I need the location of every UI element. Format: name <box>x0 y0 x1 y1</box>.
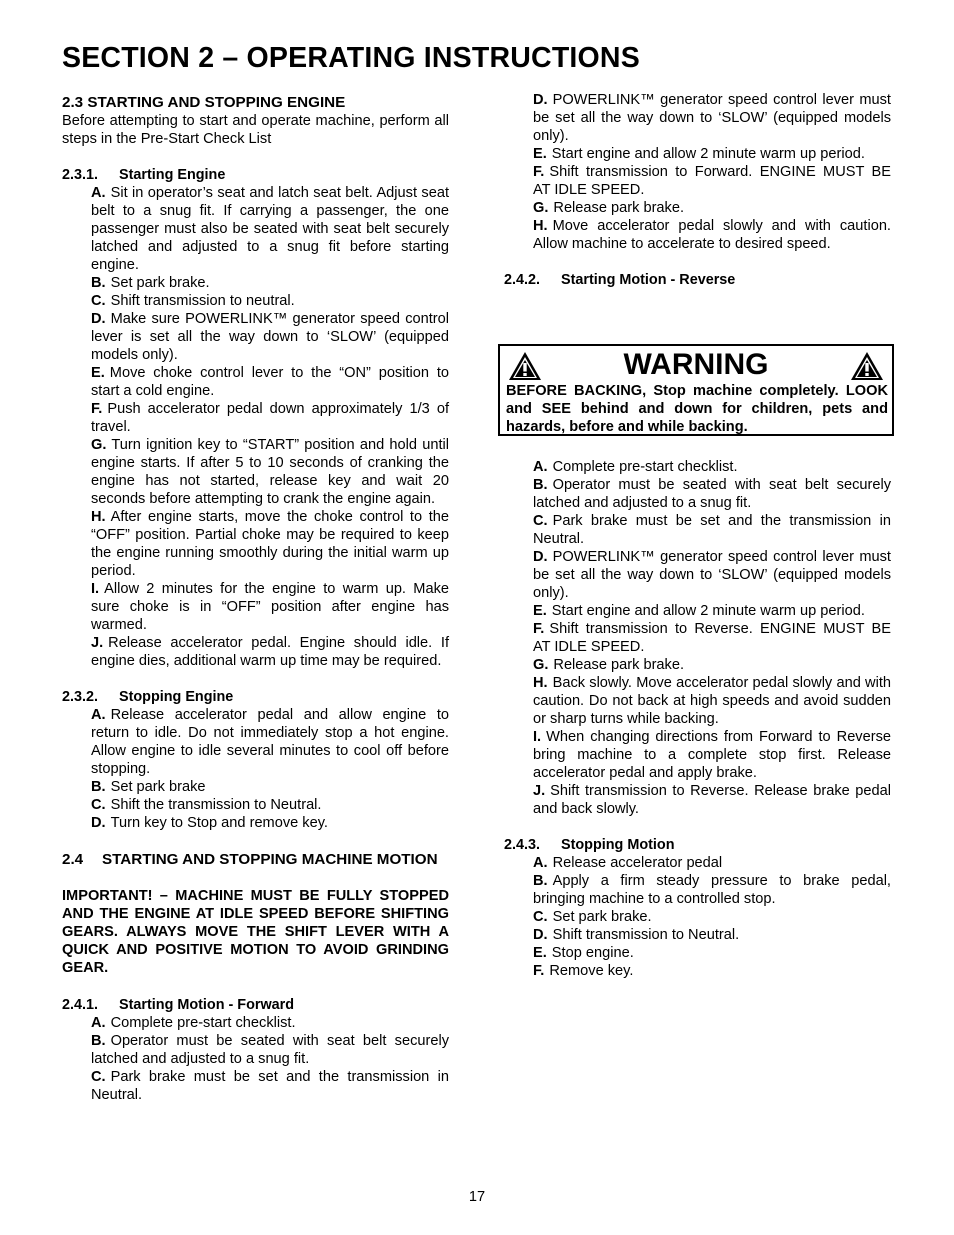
step-letter: G. <box>533 200 549 216</box>
step-item <box>91 796 449 814</box>
step-letter: A. <box>91 1015 106 1031</box>
forward-steps-part1 <box>62 1014 449 1104</box>
subsection-number: 2.4.2. <box>504 272 541 288</box>
subsection-2-4-3-heading <box>504 836 891 854</box>
step-item <box>91 1032 449 1068</box>
step-letter: D. <box>91 311 106 327</box>
step-item <box>533 656 891 674</box>
page-number: 17 <box>468 1189 486 1205</box>
step-item <box>91 508 449 580</box>
step-item <box>533 620 891 656</box>
step-letter: B. <box>91 1033 106 1049</box>
step-letter: H. <box>91 509 106 525</box>
step-item <box>533 782 891 818</box>
step-item <box>533 476 891 512</box>
step-letter: J. <box>533 783 546 799</box>
section-2-4-heading <box>62 850 449 870</box>
section-number: 2.4 <box>62 851 84 868</box>
step-text: POWERLINK™ generator speed control lever must be set all the way down to ‘SLOW’ (equipped models only). <box>533 92 891 144</box>
step-text: Set park brake. <box>552 909 652 925</box>
step-text: Move choke control lever to the “ON” position to start a cold engine. <box>91 365 449 399</box>
step-letter: E. <box>533 945 547 961</box>
step-text: Set park brake. <box>110 275 210 291</box>
subsection-2-4-1-heading <box>62 996 449 1014</box>
subsection-number: 2.4.3. <box>504 837 541 853</box>
left-column <box>62 91 449 1104</box>
section-title: STARTING AND STOPPING MACHINE MOTION <box>102 851 438 868</box>
step-letter: F. <box>91 401 103 417</box>
step-item <box>533 199 891 217</box>
step-text: POWERLINK™ generator speed control lever must be set all the way down to ‘SLOW’ (equipped models only). <box>533 549 891 601</box>
step-text: Park brake must be set and the transmission in Neutral. <box>91 1069 449 1103</box>
section-2-3-intro: Before attempting to start and operate machine, perform all steps in the Pre-Start Check List <box>62 113 449 147</box>
step-letter: C. <box>533 909 548 925</box>
step-item <box>91 1014 449 1032</box>
step-letter: E. <box>533 146 547 162</box>
step-letter: D. <box>533 927 548 943</box>
step-letter: B. <box>533 873 548 889</box>
step-letter: A. <box>533 459 548 475</box>
subsection-title: Stopping Motion <box>561 837 675 853</box>
step-item <box>533 512 891 548</box>
step-item <box>91 436 449 508</box>
step-item <box>533 602 891 620</box>
step-item <box>91 778 449 796</box>
step-item <box>91 292 449 310</box>
step-text: Back slowly. Move accelerator pedal slowly and with caution. Do not back at high speeds and avoid sudden or sharp turns while backing. <box>533 675 891 727</box>
step-letter: E. <box>91 365 105 381</box>
step-item <box>533 728 891 782</box>
step-item <box>91 400 449 436</box>
warning-title: WARNING <box>623 348 769 381</box>
step-letter: C. <box>91 1069 106 1085</box>
step-text: Turn ignition key to “START” position and hold until engine starts. If after 5 to 10 seconds of cranking the engine has not started, release key and wait 20 seconds before attempting to crank the engine again. <box>91 437 449 507</box>
step-text: Complete pre-start checklist. <box>110 1015 296 1031</box>
step-letter: F. <box>533 963 545 979</box>
step-text: Release accelerator pedal <box>552 855 723 871</box>
step-text: Release accelerator pedal. Engine should idle. If engine dies, additional warm up time may be required. <box>91 635 449 669</box>
step-text: Move accelerator pedal slowly and with caution. Allow machine to accelerate to desired speed. <box>533 218 891 252</box>
step-letter: B. <box>91 779 106 795</box>
step-letter: D. <box>533 549 548 565</box>
step-text: Shift the transmission to Neutral. <box>110 797 322 813</box>
step-letter: C. <box>91 293 106 309</box>
step-item <box>91 184 449 274</box>
step-letter: C. <box>533 513 548 529</box>
step-letter: C. <box>91 797 106 813</box>
step-letter: A. <box>91 707 106 723</box>
step-text: After engine starts, move the choke control to the “OFF” position. Partial choke may be required to keep the engine running smoothly during the initial warm up period. <box>91 509 449 579</box>
step-item <box>91 310 449 364</box>
step-item <box>91 814 449 832</box>
step-letter: E. <box>533 603 547 619</box>
section-2-3-heading: 2.3 STARTING AND STOPPING ENGINE <box>62 94 346 111</box>
subsection-title: Starting Engine <box>119 167 226 183</box>
step-letter: F. <box>533 164 545 180</box>
step-letter: H. <box>533 218 548 234</box>
forward-steps-part2 <box>504 91 891 253</box>
step-text: Push accelerator pedal down approximately 1/3 of travel. <box>91 401 449 435</box>
step-text: Allow 2 minutes for the engine to warm up. Make sure choke is in “OFF” position after engine has warmed. <box>91 581 449 633</box>
step-letter: F. <box>533 621 545 637</box>
subsection-number: 2.4.1. <box>62 997 99 1013</box>
step-text: Release accelerator pedal and allow engine to return to idle. Do not immediately stop a hot engine. Allow engine to idle several minutes to cool off before stopping. <box>91 707 449 777</box>
step-text: Shift transmission to Reverse. ENGINE MUST BE AT IDLE SPEED. <box>533 621 891 655</box>
step-text: Sit in operator’s seat and latch seat belt. Adjust seat belt to a snug fit. If carrying a passenger, the one passenger must also be seated with seat belt securely latched and adjusted to a snug fit before starting engine. <box>91 185 449 273</box>
step-letter: J. <box>91 635 104 651</box>
step-text: Turn key to Stop and remove key. <box>110 815 328 831</box>
warning-triangle-icon <box>850 351 884 381</box>
right-column <box>504 91 891 289</box>
step-item <box>533 908 891 926</box>
subsection-2-3-1-heading <box>62 166 449 184</box>
step-text: Complete pre-start checklist. <box>552 459 738 475</box>
step-item <box>91 634 449 670</box>
step-item <box>533 217 891 253</box>
subsection-number: 2.3.1. <box>62 167 99 183</box>
step-letter: I. <box>91 581 100 597</box>
step-text: Operator must be seated with seat belt securely latched and adjusted to a snug fit. <box>533 477 891 511</box>
step-item <box>533 163 891 199</box>
subsection-title: Starting Motion - Reverse <box>561 272 736 288</box>
step-text: Remove key. <box>549 963 634 979</box>
step-item <box>533 548 891 602</box>
step-letter: G. <box>533 657 549 673</box>
stopping-engine-steps <box>62 706 449 832</box>
step-text: Shift transmission to Neutral. <box>552 927 740 943</box>
subsection-2-4-2-heading <box>504 271 891 289</box>
subsection-title: Starting Motion - Forward <box>119 997 295 1013</box>
step-text: Release park brake. <box>553 200 685 216</box>
step-letter: H. <box>533 675 548 691</box>
step-letter: B. <box>533 477 548 493</box>
step-text: Start engine and allow 2 minute warm up period. <box>551 146 865 162</box>
step-text: Release park brake. <box>553 657 685 673</box>
step-text: Set park brake <box>110 779 206 795</box>
subsection-title: Stopping Engine <box>119 689 234 705</box>
step-item <box>533 91 891 145</box>
warning-box <box>498 344 894 436</box>
step-item <box>91 274 449 292</box>
step-text: Make sure POWERLINK™ generator speed control lever is set all the way down to ‘SLOW’ (equipped models only). <box>91 311 449 363</box>
step-letter: D. <box>533 92 548 108</box>
subsection-number: 2.3.2. <box>62 689 99 705</box>
step-text: Apply a firm steady pressure to brake pedal, bringing machine to a controlled stop. <box>533 873 891 907</box>
step-item <box>533 926 891 944</box>
step-item <box>533 854 891 872</box>
starting-engine-steps <box>62 184 449 670</box>
step-text: When changing directions from Forward to Reverse bring machine to a complete stop first. Release accelerator pedal and apply brake. <box>533 729 891 781</box>
stopping-motion-steps <box>504 854 891 980</box>
reverse-steps <box>504 458 891 818</box>
step-text: Stop engine. <box>551 945 634 961</box>
step-item <box>533 145 891 163</box>
step-letter: D. <box>91 815 106 831</box>
warning-text: BEFORE BACKING, Stop machine completely. LOOK and SEE behind and down for children, pets and hazards, before and while backing. <box>506 383 888 435</box>
step-item <box>533 944 891 962</box>
important-notice: IMPORTANT! – MACHINE MUST BE FULLY STOPPED AND THE ENGINE AT IDLE SPEED BEFORE SHIFTING GEARS. ALWAYS MOVE THE SHIFT LEVER WITH A QUICK AND POSITIVE MOTION TO AVOID GRINDING GEAR. <box>62 888 449 976</box>
step-item <box>91 706 449 778</box>
step-letter: A. <box>533 855 548 871</box>
step-letter: I. <box>533 729 542 745</box>
step-item <box>533 458 891 476</box>
step-item <box>533 872 891 908</box>
step-text: Start engine and allow 2 minute warm up period. <box>551 603 865 619</box>
page-title: SECTION 2 – OPERATING INSTRUCTIONS <box>62 42 640 74</box>
step-item <box>533 962 891 980</box>
step-letter: B. <box>91 275 106 291</box>
step-item <box>533 674 891 728</box>
step-letter: G. <box>91 437 107 453</box>
step-letter: A. <box>91 185 106 201</box>
step-item <box>91 1068 449 1104</box>
right-column-lower <box>504 458 891 980</box>
step-text: Shift transmission to Reverse. Release brake pedal and back slowly. <box>533 783 891 817</box>
step-text: Shift transmission to neutral. <box>110 293 295 309</box>
step-item <box>91 364 449 400</box>
step-text: Operator must be seated with seat belt securely latched and adjusted to a snug fit. <box>91 1033 449 1067</box>
step-text: Park brake must be set and the transmission in Neutral. <box>533 513 891 547</box>
step-text: Shift transmission to Forward. ENGINE MUST BE AT IDLE SPEED. <box>533 164 891 198</box>
step-item <box>91 580 449 634</box>
subsection-2-3-2-heading <box>62 688 449 706</box>
